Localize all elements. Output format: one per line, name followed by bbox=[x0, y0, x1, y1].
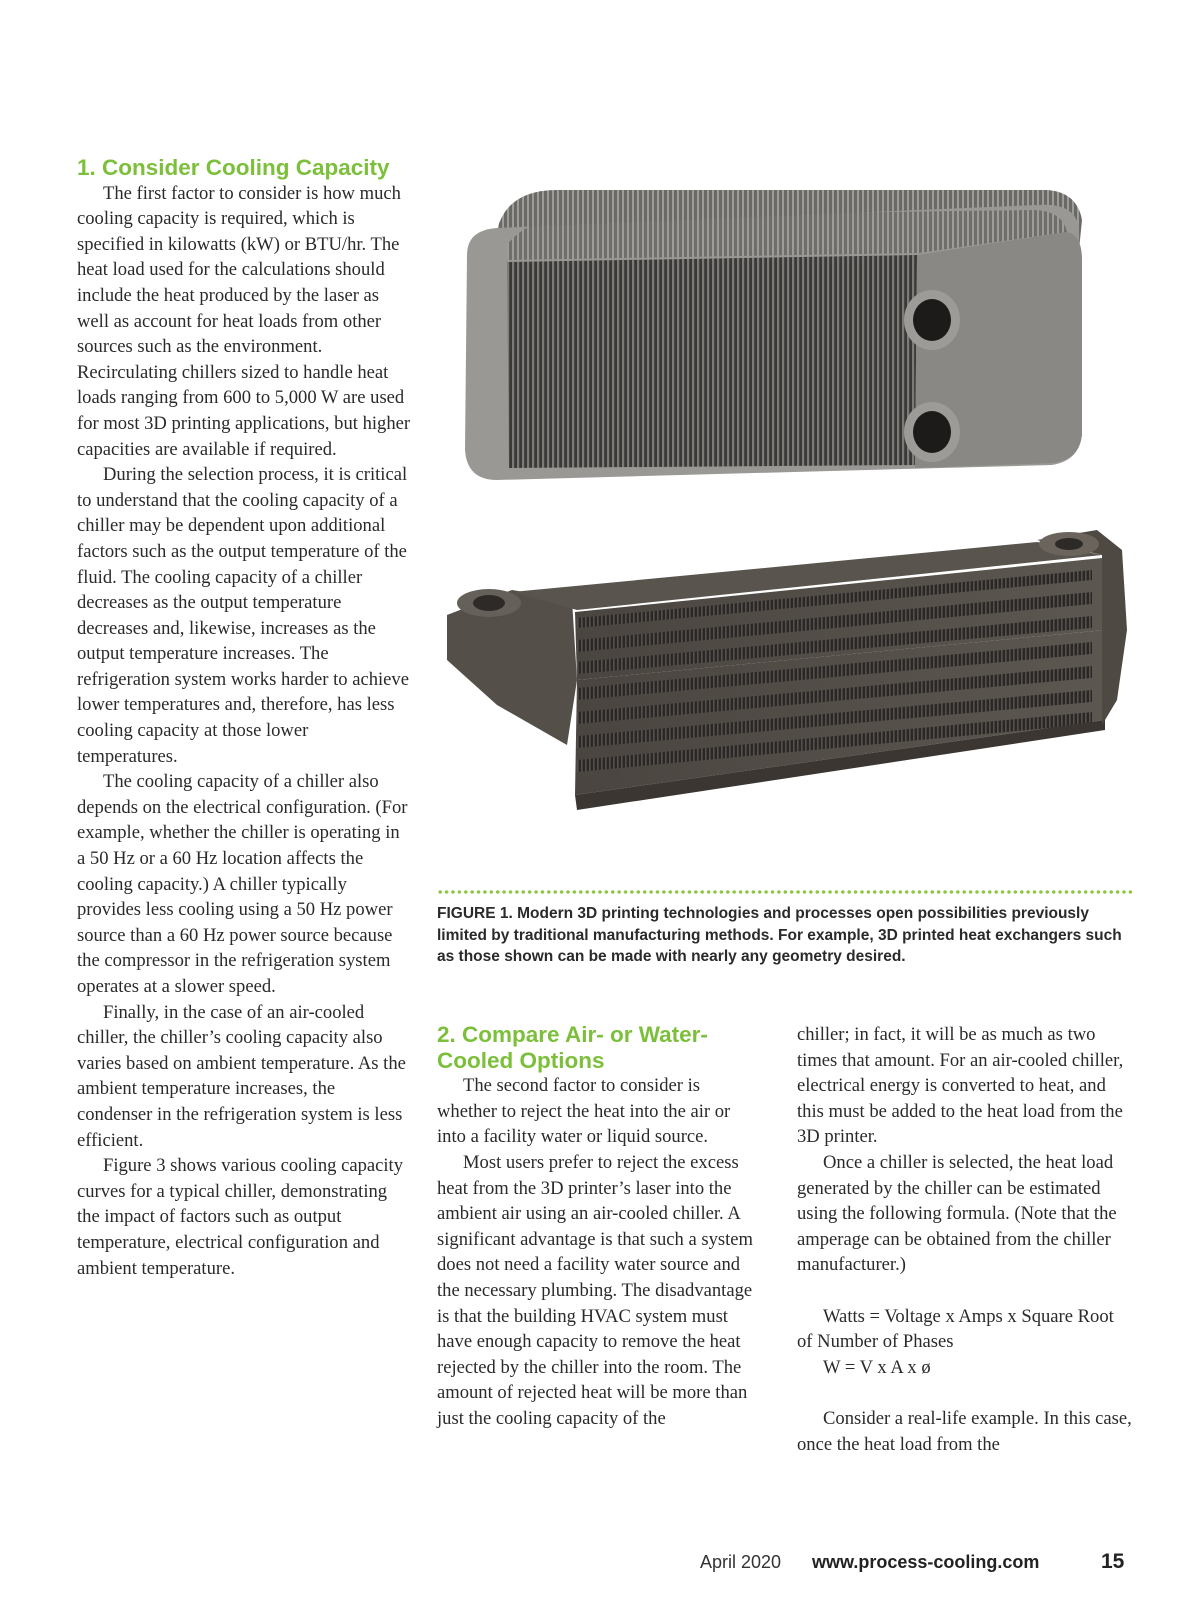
figure-1-photo bbox=[437, 160, 1137, 885]
paragraph: Once a chiller is selected, the heat load generated by the chiller can be estimated using the following formula. (Note that the amperage can be obtained from the chiller manufacturer.) bbox=[797, 1151, 1117, 1276]
issue-date: April 2020 bbox=[700, 1552, 782, 1572]
section-1-paragraph: The first factor to consider is how much cooling capacity is required, which is specified in kilowatts (kW) or BTU/hr. The heat load used for the calculations should include the heat produced by the laser as well as account for heat loads from other sources such as the environment. Recirculating chillers sized to handle heat loads ranging from 600 to 5,000 W are used for most 3D printing applications, but higher capacities are available if required. bbox=[77, 182, 411, 460]
heat-exchanger-illustration bbox=[437, 160, 1137, 885]
section-1-paragraph: The cooling capacity of a chiller also depends on the electrical configuration. (For example, whether the chiller is operating in a 50 Hz or a 60 Hz location affects the cooling capacity.) A chiller typically provides less cooling using a 50 Hz power source than a 60 Hz power source because the compressor in the refrigeration system operates at a slower speed. bbox=[77, 771, 408, 997]
section-2-paragraph: The second factor to consider is whether to reject the heat into the air or into a facility water or liquid source. bbox=[437, 1075, 731, 1148]
section-1-heading: 1. Consider Cooling Capacity bbox=[77, 155, 390, 180]
section-1-paragraph: Figure 3 shows various cooling capacity curves for a typical chiller, demonstrating the impact of factors such as output temperature, electrical configuration and ambient temperature. bbox=[77, 1155, 404, 1279]
upper-heat-exchanger bbox=[465, 190, 1082, 480]
section-1-paragraph: Finally, in the case of an air-cooled chiller, the chiller’s cooling capacity also varies based on ambient temperature. As the ambient temperature increases, the condenser in the refrigeration system is less efficient. bbox=[77, 1001, 406, 1151]
figure-1-caption: FIGURE 1. Modern 3D printing technologies and processes open possibilities previously limited by traditional manufacturing methods. For example, 3D printed heat exchangers such as those shown can be made with nearly any geometry desired. bbox=[437, 905, 1122, 965]
column-1 bbox=[77, 155, 412, 1281]
section-2-paragraph: Most users prefer to reject the excess heat from the 3D printer’s laser into the ambient air using an air-cooled chiller. A significant advantage is that such a system does not need a facility water source and the necessary plumbing. The disadvantage is that the building HVAC system must have enough capacity to remove the heat rejected by the chiller into the room. The amount of rejected heat will be more than just the cooling capacity of the bbox=[437, 1151, 754, 1429]
continued-paragraph: chiller; in fact, it will be as much as two times that amount. For an air-cooled chiller, electrical energy is converted to heat, and this must be added to the heat load from the 3D printer. bbox=[797, 1024, 1124, 1148]
page-footer bbox=[0, 1550, 1200, 1580]
paragraph: Consider a real-life example. In this case, once the heat load from the bbox=[797, 1407, 1132, 1455]
website-url: www.process-cooling.com bbox=[812, 1552, 1040, 1572]
column-3 bbox=[797, 1022, 1132, 1457]
formula-symbols: W = V x A x ø bbox=[823, 1356, 931, 1378]
section-2-heading: 2. Compare Air- or Water-Cooled Options bbox=[437, 1022, 708, 1073]
page-number: 15 bbox=[1101, 1550, 1125, 1573]
lower-heat-exchanger bbox=[447, 530, 1127, 810]
column-2 bbox=[437, 1022, 762, 1432]
section-1-paragraph: During the selection process, it is critical to understand that the cooling capacity of a chiller may be dependent upon additional factors such as the output temperature of the fluid. The cooling capacity of a chiller decreases as the output temperature decreases and, likewise, increases as the output temperature increases. The refrigeration system works harder to achieve lower temperatures and, therefore, has less cooling capacity at those lower temperatures. bbox=[77, 464, 409, 767]
caption-dotted-rule bbox=[437, 889, 1134, 895]
formula-words: Watts = Voltage x Amps x Square Root of Number of Phases bbox=[797, 1305, 1114, 1353]
